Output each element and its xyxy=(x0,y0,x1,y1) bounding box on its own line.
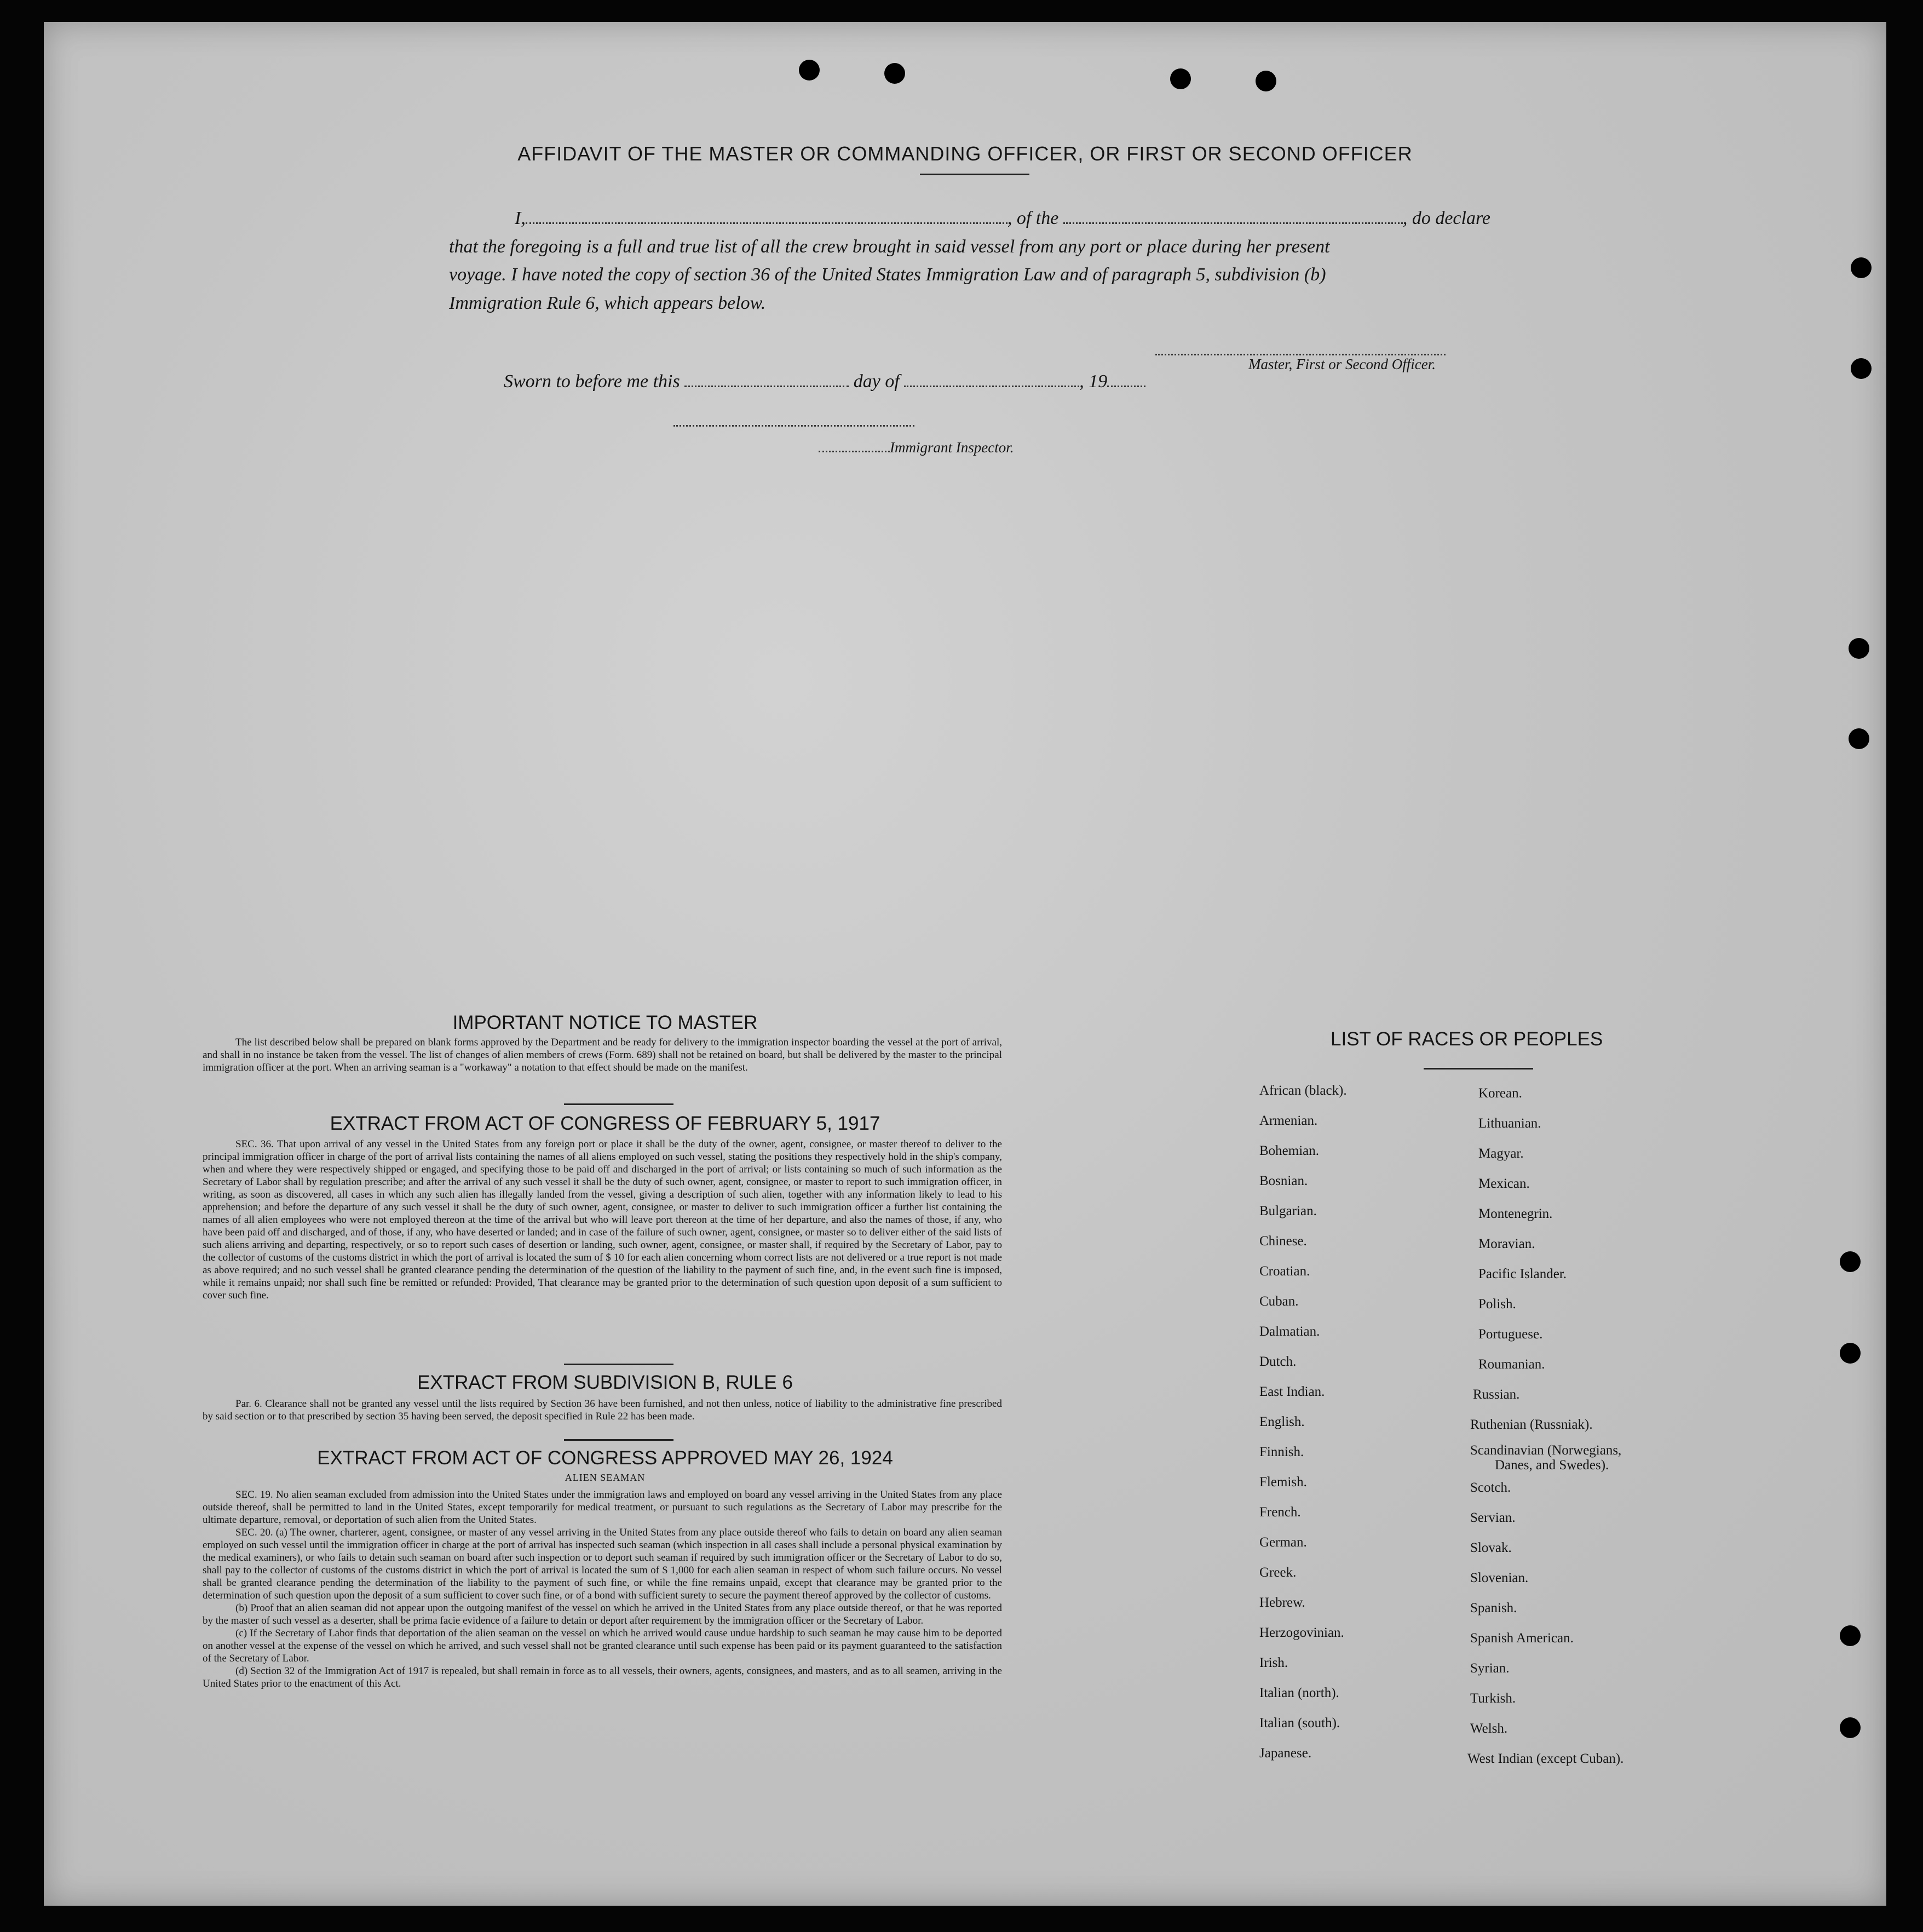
race-item: Portuguese. xyxy=(1478,1327,1543,1342)
race-item: Scotch. xyxy=(1470,1480,1511,1495)
race-item: German. xyxy=(1259,1535,1307,1550)
punch-hole xyxy=(1840,1251,1861,1272)
race-item: Spanish American. xyxy=(1470,1631,1574,1646)
sworn-day-blank[interactable] xyxy=(684,385,849,387)
race-item: Danes, and Swedes). xyxy=(1495,1458,1609,1473)
race-item: Korean. xyxy=(1478,1086,1522,1101)
race-item: Bulgarian. xyxy=(1259,1204,1317,1218)
race-item: Slovenian. xyxy=(1470,1571,1529,1585)
sworn-label: Sworn to before me this xyxy=(504,371,680,392)
punch-hole xyxy=(1851,358,1872,379)
section-divider xyxy=(564,1439,673,1441)
extract-1924-body xyxy=(203,1488,1002,1690)
affidavit-text-line: Immigration Rule 6, which appears below. xyxy=(449,293,766,313)
extract-1917-title: EXTRACT FROM ACT OF CONGRESS OF FEBRUARY 5, 1917 xyxy=(330,1113,880,1134)
race-item: West Indian (except Cuban). xyxy=(1467,1751,1624,1766)
race-item: Servian. xyxy=(1470,1510,1516,1525)
race-item: Welsh. xyxy=(1470,1721,1508,1736)
race-item: East Indian. xyxy=(1259,1384,1325,1399)
affidavit-title: AFFIDAVIT OF THE MASTER OR COMMANDING OFFICER, OR FIRST OR SECOND OFFICER xyxy=(517,142,1413,165)
notice-body: The list described below shall be prepared on blank forms approved by the Department and be ready for delivery to the immigration inspector boarding the vessel at the port of arrival, and shall in no instance be taken from the vessel. The list of changes of alien members of crews (Form. 689) shall not be retained on board, but shall be delivered by the master to the principal immigration officer at the port. When an arriving seaman is a "workaway" a notation to that effect should be made on the manifest. xyxy=(203,1037,1002,1073)
punch-hole xyxy=(1849,728,1869,749)
inspector-caption: Immigrant Inspector. xyxy=(890,439,1014,456)
section-divider xyxy=(564,1103,673,1105)
race-item: Armenian. xyxy=(1259,1113,1318,1128)
title-divider xyxy=(920,174,1029,175)
affidavit-declaration-line xyxy=(515,208,1490,229)
extract-1924-paragraph: (d) Section 32 of the Immigration Act of 1917 is repealed, but shall remain in force as to all vessels, their owners, agents, consignees, and masters, and as to all seamen, arriving in the United States prior to the enactment of this Act. xyxy=(203,1665,1002,1689)
affidavit-text-line: that the foregoing is a full and true list of all the crew brought in said vessel from any port or place during her present xyxy=(449,237,1330,257)
punch-hole xyxy=(1849,638,1869,659)
affidavit-of-the: , of the xyxy=(1007,208,1059,228)
name-blank[interactable] xyxy=(526,222,1007,224)
extract-1924-paragraph: SEC. 19. No alien seaman excluded from admission into the United States under the immigration laws and employed on board any vessel arriving in the United States from any place outside thereof, shall be permitted to land in the United States, except temporarily for medical treatment, or pursuant to such regulations as the Secretary of Labor may prescribe for the ultimate departure, removal, or deportation of such alien from the United States. xyxy=(203,1489,1002,1526)
race-item: Roumanian. xyxy=(1478,1357,1545,1372)
punch-hole xyxy=(1840,1625,1861,1646)
race-item: Lithuanian. xyxy=(1478,1116,1541,1131)
race-item: English. xyxy=(1259,1415,1305,1429)
extract-rule6-body: Par. 6. Clearance shall not be granted any vessel until the lists required by Section 36 have been furnished, and not then unless, notice of liability to the administrative fine prescribed by said section or to that prescribed by section 35 having been served, the deposit specified in Rule 22 has been made. xyxy=(203,1398,1002,1422)
race-item: Russian. xyxy=(1473,1387,1520,1402)
race-item: Cuban. xyxy=(1259,1294,1299,1309)
race-item: Spanish. xyxy=(1470,1601,1517,1615)
race-item: Dalmatian. xyxy=(1259,1324,1320,1339)
race-item: Irish. xyxy=(1259,1655,1288,1670)
sworn-month-blank[interactable] xyxy=(904,385,1079,387)
race-item: Bosnian. xyxy=(1259,1174,1308,1188)
race-item: Slovak. xyxy=(1470,1540,1512,1555)
race-item: French. xyxy=(1259,1505,1301,1520)
race-item: Scandinavian (Norwegians, xyxy=(1470,1443,1622,1458)
affidavit-text-line: voyage. I have noted the copy of section 36 of the United States Immigration Law and of paragraph 5, subdivision (b) xyxy=(449,264,1326,285)
inspector-line xyxy=(819,439,1014,456)
race-item: Polish. xyxy=(1478,1297,1516,1312)
race-item: Mexican. xyxy=(1478,1176,1530,1191)
document-sheet xyxy=(44,22,1886,1906)
extract-1924-paragraph: (c) If the Secretary of Labor finds that deportation of the alien seaman on the vessel on which he arrived would cause undue hardship to such seaman he may cause him to be deported on another vessel at the expense of the vessel on which he arrived, and such vessel shall not be granted clearance until such expense has been paid or its payment guaranteed to the satisfaction of the Secretary of Labor. xyxy=(203,1628,1002,1664)
punch-hole xyxy=(799,60,820,81)
race-item: Moravian. xyxy=(1478,1237,1535,1251)
punch-hole xyxy=(1840,1343,1861,1364)
sworn-year-blank[interactable] xyxy=(1107,385,1145,387)
extract-rule6-title: EXTRACT FROM SUBDIVISION B, RULE 6 xyxy=(417,1372,793,1393)
race-item: Syrian. xyxy=(1470,1661,1510,1676)
punch-hole xyxy=(1851,257,1872,278)
master-caption: Master, First or Second Officer. xyxy=(1248,356,1436,372)
punch-hole xyxy=(1840,1717,1861,1738)
punch-hole xyxy=(1256,71,1276,91)
year-prefix: , 19 xyxy=(1079,371,1108,392)
race-item: Flemish. xyxy=(1259,1475,1307,1490)
extract-1924-paragraph: (b) Proof that an alien seaman did not appear upon the outgoing manifest of the vessel on which he arrived in the United States from any place outside thereof, or that he was reported by the master of such vessel as a deserter, shall be prima facie evidence of a failure to detain or deport after requirement by the immigration officer or the Secretary of Labor. xyxy=(203,1602,1002,1626)
notice-title: IMPORTANT NOTICE TO MASTER xyxy=(452,1012,758,1033)
punch-hole xyxy=(884,63,905,84)
race-item: Greek. xyxy=(1259,1565,1297,1580)
affidavit-declare: , do declare xyxy=(1402,208,1491,228)
inspector-signature-blank[interactable] xyxy=(673,424,914,427)
race-item: Chinese. xyxy=(1259,1234,1307,1249)
affidavit-i: I, xyxy=(515,208,526,228)
race-item: Bohemian. xyxy=(1259,1143,1320,1158)
race-item: Japanese. xyxy=(1259,1746,1312,1761)
race-item: Magyar. xyxy=(1478,1146,1524,1161)
sworn-line xyxy=(504,371,1145,392)
race-item: Turkish. xyxy=(1470,1691,1516,1706)
race-item: Herzogovinian. xyxy=(1259,1625,1344,1640)
race-item: Ruthenian (Russniak). xyxy=(1470,1417,1593,1432)
races-title: LIST OF RACES OR PEOPLES xyxy=(1331,1028,1603,1050)
day-of-label: day of xyxy=(853,371,900,392)
section-divider xyxy=(564,1364,673,1365)
punch-hole xyxy=(1170,68,1191,89)
races-title-divider xyxy=(1424,1068,1533,1070)
extract-1917-body: SEC. 36. That upon arrival of any vessel in the United States from any foreign port or place it shall be the duty of the owner, agent, consignee, or master thereof to deliver to the principal immigration officer in charge of the port of arrival lists containing the names of all aliens employed on such vessel, stating the positions they respectively hold in the ship's company, when and where they were respectively shipped or engaged, and specifying those to be paid off and discharged in the port of arrival; or lists containing so much of such information as the Secretary of Labor shall by regulation prescribe; and after the arrival of any such vessel it shall be the duty of such owner, agent, consignee, or master to report to such immigration officer, in writing, as soon as discovered, all cases in which any such alien has illegally landed from the vessel, giving a description of such alien, together with any information likely to lead to his apprehension; and before the departure of any such vessel it shall be the duty of such owner, agent, consignee, or master to deliver to such immigration officer a further list containing the names of all alien employees who were not employed thereon at the time of the arrival but who will leave port thereon at the time of her departure, and also the names of those, if any, who have been paid off and discharged, and of those, if any, who have deserted or landed; and in case of the failure of such owner, agent, consignee, or master so to deliver either of the said lists of such aliens arriving and departing, respectively, or so to report such cases of desertion or landing, such owner, agent, consignee, or master shall, if required by the Secretary of Labor, pay to the collector of customs of the customs district in which the port of arrival is located the sum of $ 10 for each alien concerning whom correct lists are not delivered or a true report is not made as above required; and no such vessel shall be granted clearance pending the determination of the question of the liability to the payment of such fine, and, in the event such fine is imposed, while it remains unpaid; nor shall such fine be remitted or refunded: Provided, That clearance may be granted prior to the determination of such question upon deposit of a sum sufficient to cover such fine. xyxy=(203,1138,1002,1301)
extract-1924-subtitle: ALIEN SEAMAN xyxy=(565,1472,646,1483)
race-item: Montenegrin. xyxy=(1478,1206,1553,1221)
vessel-blank[interactable] xyxy=(1063,222,1403,224)
race-item: Italian (north). xyxy=(1259,1686,1339,1700)
master-signature-blank[interactable] xyxy=(1155,353,1446,355)
race-item: Dutch. xyxy=(1259,1354,1297,1369)
extract-1924-title: EXTRACT FROM ACT OF CONGRESS APPROVED MAY 26, 1924 xyxy=(317,1447,893,1469)
race-item: Hebrew. xyxy=(1259,1595,1305,1610)
race-item: Croatian. xyxy=(1259,1264,1310,1279)
inspector-name-blank[interactable] xyxy=(819,450,890,452)
race-item: Pacific Islander. xyxy=(1478,1267,1567,1281)
extract-1924-paragraph: SEC. 20. (a) The owner, charterer, agent, consignee, or master of any vessel arriving in the United States from any place outside thereof who fails to detain on board any alien seaman employed on such vessel until the immigration officer in charge at the port of arrival has inspected such seaman (which inspection in all cases shall include a personal physical examination by the medical examiners), or who fails to detain such seaman on board after such inspection or to deport such seaman if required by such immigration officer or the Secretary of Labor to do so, shall pay to the collector of customs of the customs district in which the port of arrival is located the sum of $ 1,000 for each alien seaman in respect of whom such failure occurs. No vessel shall be granted clearance pending the determination of the liability to the payment of such fine, or while the fine remains unpaid, except that clearance may be granted prior to the determination of such question upon the deposit of a sum sufficient to cover such fine, or of a bond with sufficient surety to secure the payment thereof approved by the collector of customs. xyxy=(203,1527,1002,1601)
race-item: Italian (south). xyxy=(1259,1716,1340,1730)
race-item: Finnish. xyxy=(1259,1445,1304,1459)
race-item: African (black). xyxy=(1259,1083,1347,1098)
